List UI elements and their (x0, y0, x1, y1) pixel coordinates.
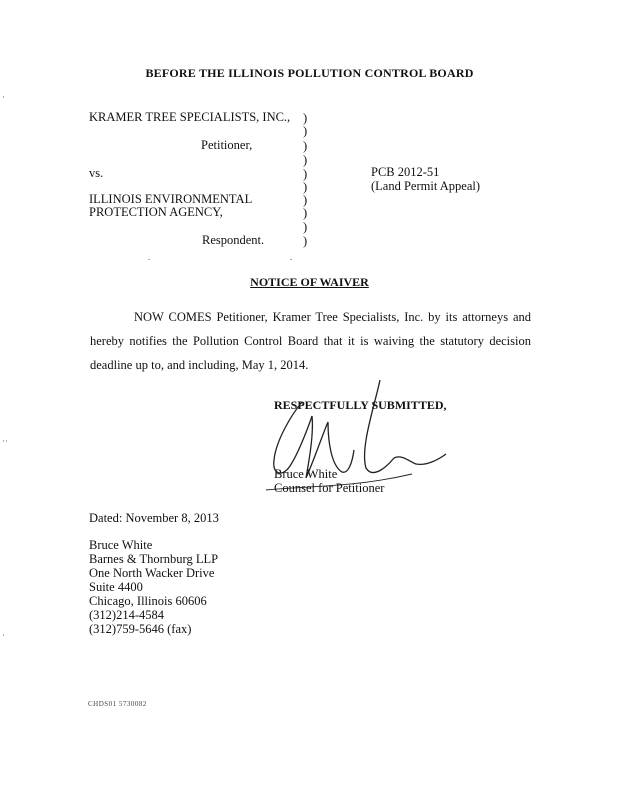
stray-mark: . (148, 252, 151, 262)
contact-city: Chicago, Illinois 60606 (89, 594, 207, 608)
petitioner-role: Petitioner, (201, 138, 253, 152)
caption-paren: ) (303, 139, 308, 153)
caption-paren: ) (303, 153, 308, 167)
stray-mark: . (290, 252, 293, 262)
contact-phone: (312)214-4584 (89, 608, 164, 622)
respondent-role: Respondent. (202, 233, 265, 247)
document-id: CHDS01 5730082 (88, 700, 147, 708)
respondent-name-line1: ILLINOIS ENVIRONMENTAL (89, 192, 253, 206)
margin-mark: · (2, 630, 5, 640)
signer-title: Counsel for Petitioner (274, 481, 385, 495)
signer-name: Bruce White (274, 467, 338, 481)
margin-mark: ·· (2, 436, 8, 446)
caption-paren: ) (303, 167, 308, 181)
contact-firm: Barnes & Thornburg LLP (89, 552, 219, 566)
caption-paren: ) (303, 220, 308, 234)
board-title: BEFORE THE ILLINOIS POLLUTION CONTROL BOARD (145, 66, 474, 80)
respondent-name-line2: PROTECTION AGENCY, (89, 205, 223, 219)
case-number: PCB 2012-51 (371, 165, 440, 179)
petitioner-name: KRAMER TREE SPECIALISTS, INC., (89, 110, 291, 124)
caption-paren: ) (303, 124, 308, 138)
dated-line: Dated: November 8, 2013 (89, 511, 219, 525)
contact-fax: (312)759-5646 (fax) (89, 622, 192, 636)
caption-paren: ) (303, 180, 308, 194)
caption-paren: ) (303, 206, 308, 220)
contact-address2: Suite 4400 (89, 580, 143, 594)
notice-title: NOTICE OF WAIVER (250, 275, 369, 289)
margin-mark: · (2, 92, 5, 102)
caption-paren: ) (303, 234, 308, 248)
contact-name: Bruce White (89, 538, 153, 552)
caption-paren: ) (303, 193, 308, 207)
closing-line: RESPECTFULLY SUBMITTED, (274, 398, 447, 412)
contact-address1: One North Wacker Drive (89, 566, 215, 580)
case-type: (Land Permit Appeal) (371, 179, 480, 193)
notice-body: NOW COMES Petitioner, Kramer Tree Specialists, Inc. by its attorneys and hereby notifies the Pollution Control Board that it is waiving the statutory decision deadline up to, and including, May 1, 2014. (90, 310, 531, 372)
versus-label: vs. (89, 166, 104, 180)
caption-paren: ) (303, 111, 308, 125)
